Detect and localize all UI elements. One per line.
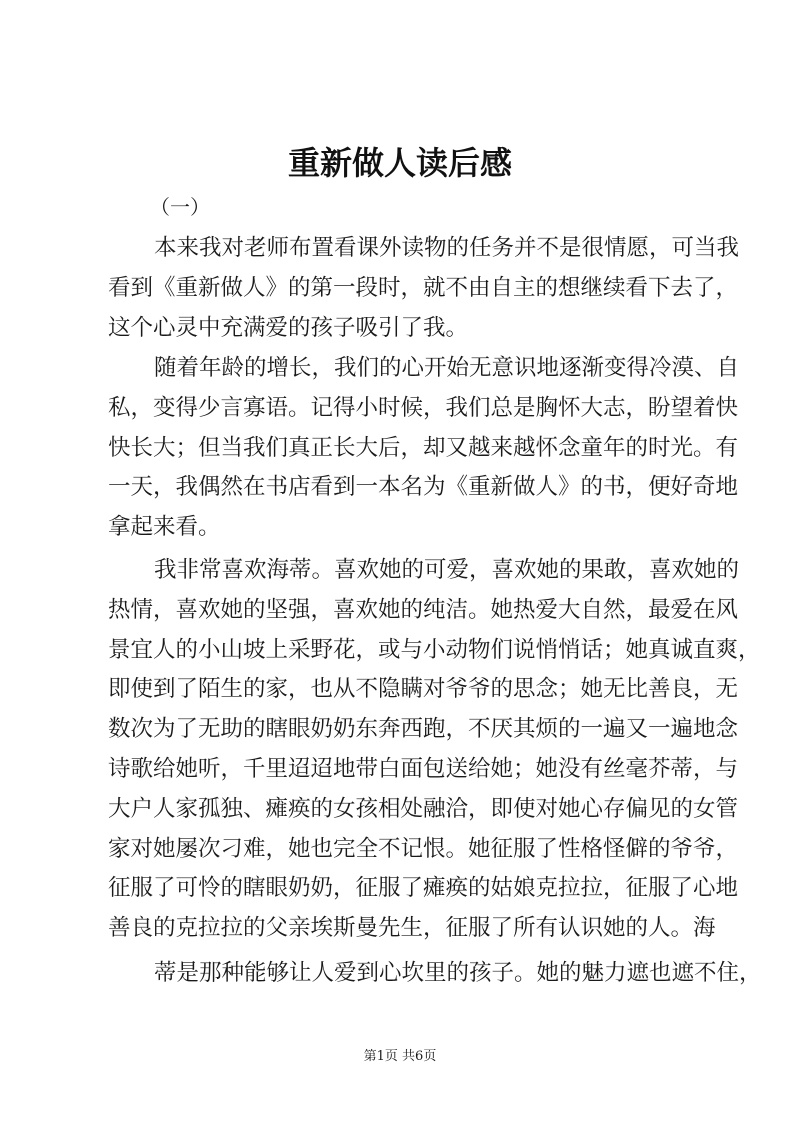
paragraph-3-line: 征服了可怜的瞎眼奶奶，征服了瘫痪的姑娘克拉拉，征服了心地 bbox=[108, 875, 739, 902]
paragraph-3-line: 热情，喜欢她的坚强，喜欢她的纯洁。她热爱大自然，最爱在风 bbox=[108, 596, 739, 623]
paragraph-3-line: 家对她屡次刁难，她也完全不记恨。她征服了性格怪僻的爷爷， bbox=[108, 835, 739, 862]
paragraph-2-line: 一天，我偶然在书店看到一本名为《重新做人》的书，便好奇地 bbox=[108, 474, 739, 501]
paragraph-4-line: 蒂是那种能够让人爱到心坎里的孩子。她的魅力遮也遮不住， bbox=[154, 960, 762, 986]
paragraph-1-line: 本来我对老师布置看课外读物的任务并不是很情愿，可当我 bbox=[154, 235, 740, 261]
paragraph-2-line: 快长大；但当我们真正长大后，却又越来越怀念童年的时光。有 bbox=[108, 434, 739, 461]
section-number: （一） bbox=[150, 195, 210, 219]
paragraph-3-line: 诗歌给她听，千里迢迢地带白面包送给她；她没有丝毫芥蒂，与 bbox=[108, 756, 739, 782]
page-footer: 第1页 共6页 bbox=[363, 1049, 437, 1064]
paragraph-2-line: 私，变得少言寡语。记得小时候，我们总是胸怀大志，盼望着快 bbox=[108, 394, 739, 421]
paragraph-3-line: 数次为了无助的瞎眼奶奶东奔西跑，不厌其烦的一遍又一遍地念 bbox=[108, 716, 739, 743]
paragraph-1-line: 看到《重新做人》的第一段时，就不由自主的想继续看下去了， bbox=[108, 274, 739, 301]
paragraph-1-line: 这个心灵中充满爱的孩子吸引了我。 bbox=[108, 314, 469, 341]
document-title: 重新做人读后感 bbox=[287, 144, 512, 182]
paragraph-3-line: 善良的克拉拉的父亲埃斯曼先生，征服了所有认识她的人。海 bbox=[108, 915, 716, 942]
paragraph-3-line: 大户人家孤独、瘫痪的女孩相处融洽，即使对她心存偏见的女管 bbox=[108, 795, 739, 822]
paragraph-2-line: 拿起来看。 bbox=[108, 514, 221, 541]
paragraph-3-line: 我非常喜欢海蒂。喜欢她的可爱，喜欢她的果敢，喜欢她的 bbox=[154, 557, 740, 583]
paragraph-3-line: 景宜人的小山坡上采野花，或与小动物们说悄悄话；她真诚直爽， bbox=[108, 636, 761, 663]
paragraph-3-line: 即使到了陌生的家，也从不隐瞒对爷爷的思念；她无比善良，无 bbox=[108, 676, 739, 703]
paragraph-2-line: 随着年龄的增长，我们的心开始无意识地逐渐变得冷漠、自 bbox=[154, 355, 740, 381]
